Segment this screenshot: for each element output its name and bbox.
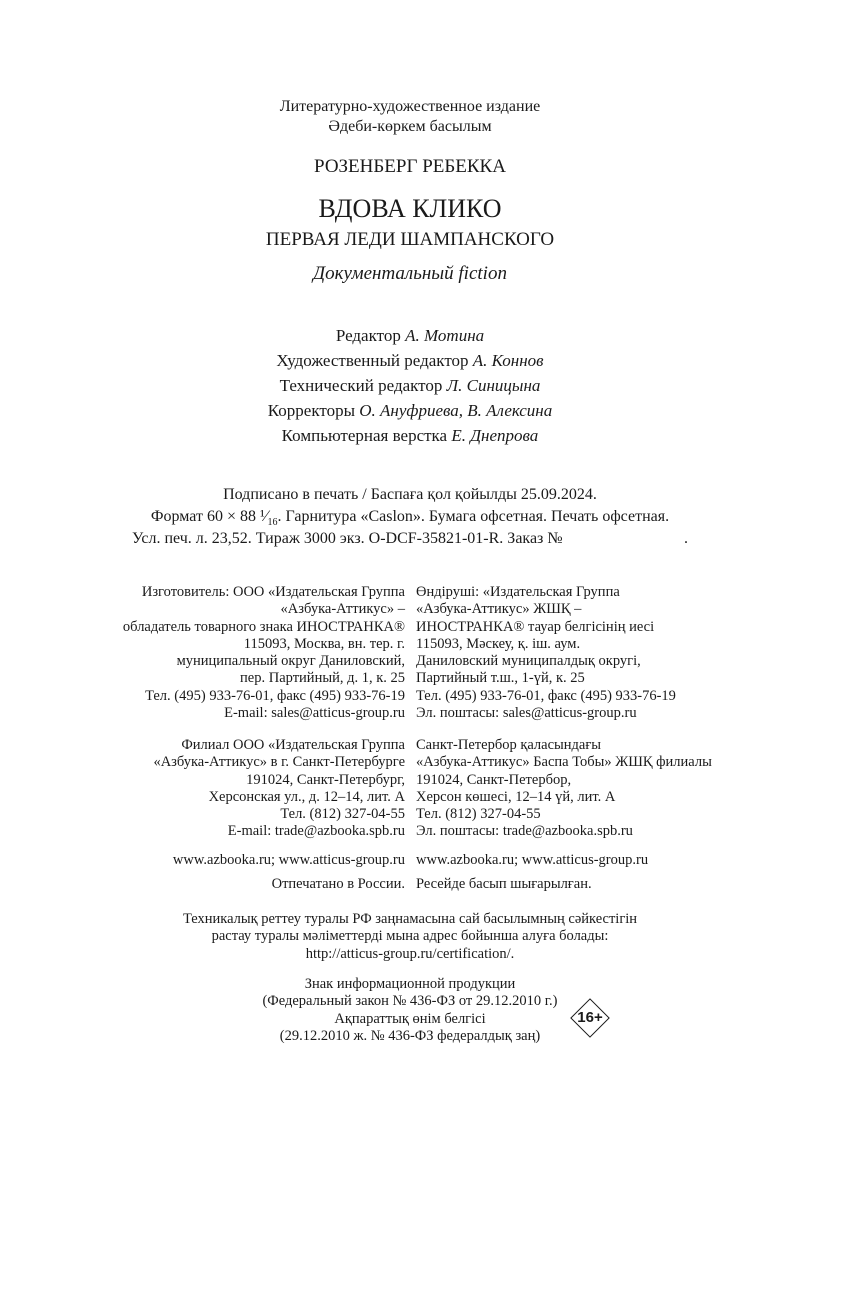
credit-line bbox=[0, 350, 820, 372]
print-run: Усл. печ. л. 23,52. Тираж 3000 экз. O-DCF-35821-01-R. Заказ № bbox=[132, 530, 563, 547]
publisher-kz-line: «Азбука-Аттикус» ЖШҚ – bbox=[416, 601, 582, 618]
publisher-kz-line: Даниловский муниципалдық округі, bbox=[416, 653, 641, 670]
websites-kz: www.azbooka.ru; www.atticus-group.ru bbox=[416, 852, 649, 868]
branch-kz-line: «Азбука-Аттикус» Баспа Тобы» ЖШҚ филиалы bbox=[416, 754, 712, 771]
publisher-ru-line: муниципальный округ Даниловский, bbox=[176, 653, 405, 670]
branch-email-kz: Эл. поштасы: trade@azbooka.spb.ru bbox=[416, 823, 633, 840]
branch-email-ru: E-mail: trade@azbooka.spb.ru bbox=[227, 823, 405, 840]
info-sign-line: Знак информационной продукции bbox=[304, 976, 516, 992]
edition-type-kz: Әдеби-көркем басылым bbox=[328, 118, 492, 135]
publisher-ru-line: 115093, Москва, вн. тер. г. bbox=[243, 635, 405, 652]
certification-line: растау туралы мәліметтерді мына адрес бойынша алуға болады: bbox=[211, 928, 609, 945]
credit-line bbox=[0, 325, 820, 347]
publisher-kz-line: Тел. (495) 933-76-01, факс (495) 933-76-19 bbox=[416, 687, 676, 704]
branch-kz-line: Херсон көшесі, 12–14 үй, лит. А bbox=[416, 788, 616, 805]
branch-kz-line: Тел. (812) 327-04-55 bbox=[416, 806, 541, 823]
author-name: РОЗЕНБЕРГ РЕБЕККА bbox=[314, 156, 506, 177]
websites-ru: www.azbooka.ru; www.atticus-group.ru bbox=[172, 852, 405, 868]
print-signed: Подписано в печать / Баспаға қол қойылды 25.09.2024. bbox=[223, 486, 597, 503]
publisher-kz-line: Өндіруші: «Издательская Группа bbox=[416, 584, 620, 600]
branch-ru-line: Тел. (812) 327-04-55 bbox=[280, 806, 405, 823]
branch-ru-line: 191024, Санкт-Петербург, bbox=[246, 771, 405, 788]
credits bbox=[0, 325, 820, 447]
publisher-ru-line: Изготовитель: ООО «Издательская Группа bbox=[141, 584, 405, 600]
credit-name: А. Мотина bbox=[405, 326, 485, 345]
branch-kz-line: Санкт-Петербор қаласындағы bbox=[416, 737, 602, 753]
info-sign-line: (Федеральный закон № 436-ФЗ от 29.12.2010 г.) bbox=[262, 993, 558, 1010]
publisher-email-kz: Эл. поштасы: sales@atticus-group.ru bbox=[416, 705, 637, 722]
print-run-end: . bbox=[684, 530, 688, 547]
printed-in-ru: Отпечатано в России. bbox=[271, 876, 405, 892]
credit-role: Компьютерная верстка bbox=[281, 426, 448, 445]
credit-name: Л. Синицына bbox=[446, 376, 541, 395]
publisher-kz-line: Партийный т.ш., 1-үй, к. 25 bbox=[416, 670, 585, 687]
age-rating-label: 16+ bbox=[577, 1009, 603, 1026]
credit-role: Технический редактор bbox=[279, 376, 443, 395]
publisher-ru-line: пер. Партийный, д. 1, к. 25 bbox=[240, 670, 405, 687]
book-subtitle: ПЕРВАЯ ЛЕДИ ШАМПАНСКОГО bbox=[265, 229, 555, 250]
credit-role: Художественный редактор bbox=[276, 351, 469, 370]
credit-name: О. Ануфриева, В. Алексина bbox=[359, 401, 553, 420]
book-title: ВДОВА КЛИКО bbox=[318, 194, 502, 223]
publisher-info-ru bbox=[123, 584, 405, 722]
publisher-kz-line: ИНОСТРАНКА® тауар белгісінің иесі bbox=[416, 618, 655, 635]
publisher-info-kz bbox=[416, 584, 676, 722]
info-product-sign bbox=[0, 976, 820, 1045]
branch-ru-line: Филиал ООО «Издательская Группа bbox=[181, 737, 405, 753]
printed-in-kz: Ресейде басып шығарылған. bbox=[416, 876, 592, 892]
certification-line: Техникалық реттеу туралы РФ заңнамасына сай басылымның сәйкестігін bbox=[182, 911, 638, 927]
credit-role: Корректоры bbox=[267, 401, 355, 420]
publisher-ru-line: Тел. (495) 933-76-01, факс (495) 933-76-19 bbox=[145, 687, 405, 704]
format-rest: . Гарнитура «Caslon». Бумага офсетная. Печать офсетная. bbox=[277, 508, 670, 525]
publisher-email-ru: E-mail: sales@atticus-group.ru bbox=[224, 705, 405, 722]
branch-info-ru bbox=[153, 737, 405, 841]
credit-line bbox=[0, 375, 820, 397]
info-sign-line: Ақпараттық өнім белгісі bbox=[334, 1010, 486, 1027]
publisher-kz-line: 115093, Мәскеу, қ. іш. аум. bbox=[416, 635, 581, 652]
certification-url: http://atticus-group.ru/certification/. bbox=[305, 945, 515, 962]
age-rating-badge bbox=[570, 998, 610, 1038]
credit-name: А. Коннов bbox=[472, 351, 544, 370]
series-name: Документальный fiction bbox=[313, 263, 507, 284]
branch-ru-line: Херсонская ул., д. 12–14, лит. А bbox=[208, 788, 405, 805]
certification-note bbox=[0, 911, 820, 963]
format-prefix: Формат 60 × 88 ¹⁄ bbox=[150, 508, 268, 525]
publisher-ru-line: обладатель товарного знака ИНОСТРАНКА® bbox=[122, 618, 405, 635]
credit-line bbox=[0, 400, 820, 422]
credit-role: Редактор bbox=[335, 326, 401, 345]
publisher-ru-line: «Азбука-Аттикус» – bbox=[280, 601, 405, 618]
edition-type-ru: Литературно-художественное издание bbox=[279, 98, 541, 115]
format-subscript: 16 bbox=[267, 517, 278, 529]
credit-name: Е. Днепрова bbox=[451, 426, 539, 445]
branch-info-kz bbox=[416, 737, 712, 841]
branch-kz-line: 191024, Санкт-Петербор, bbox=[416, 771, 572, 788]
credit-line bbox=[0, 425, 820, 447]
info-sign-line: (29.12.2010 ж. № 436-ФЗ федералдық заң) bbox=[279, 1027, 541, 1044]
branch-ru-line: «Азбука-Аттикус» в г. Санкт-Петербурге bbox=[153, 754, 405, 771]
